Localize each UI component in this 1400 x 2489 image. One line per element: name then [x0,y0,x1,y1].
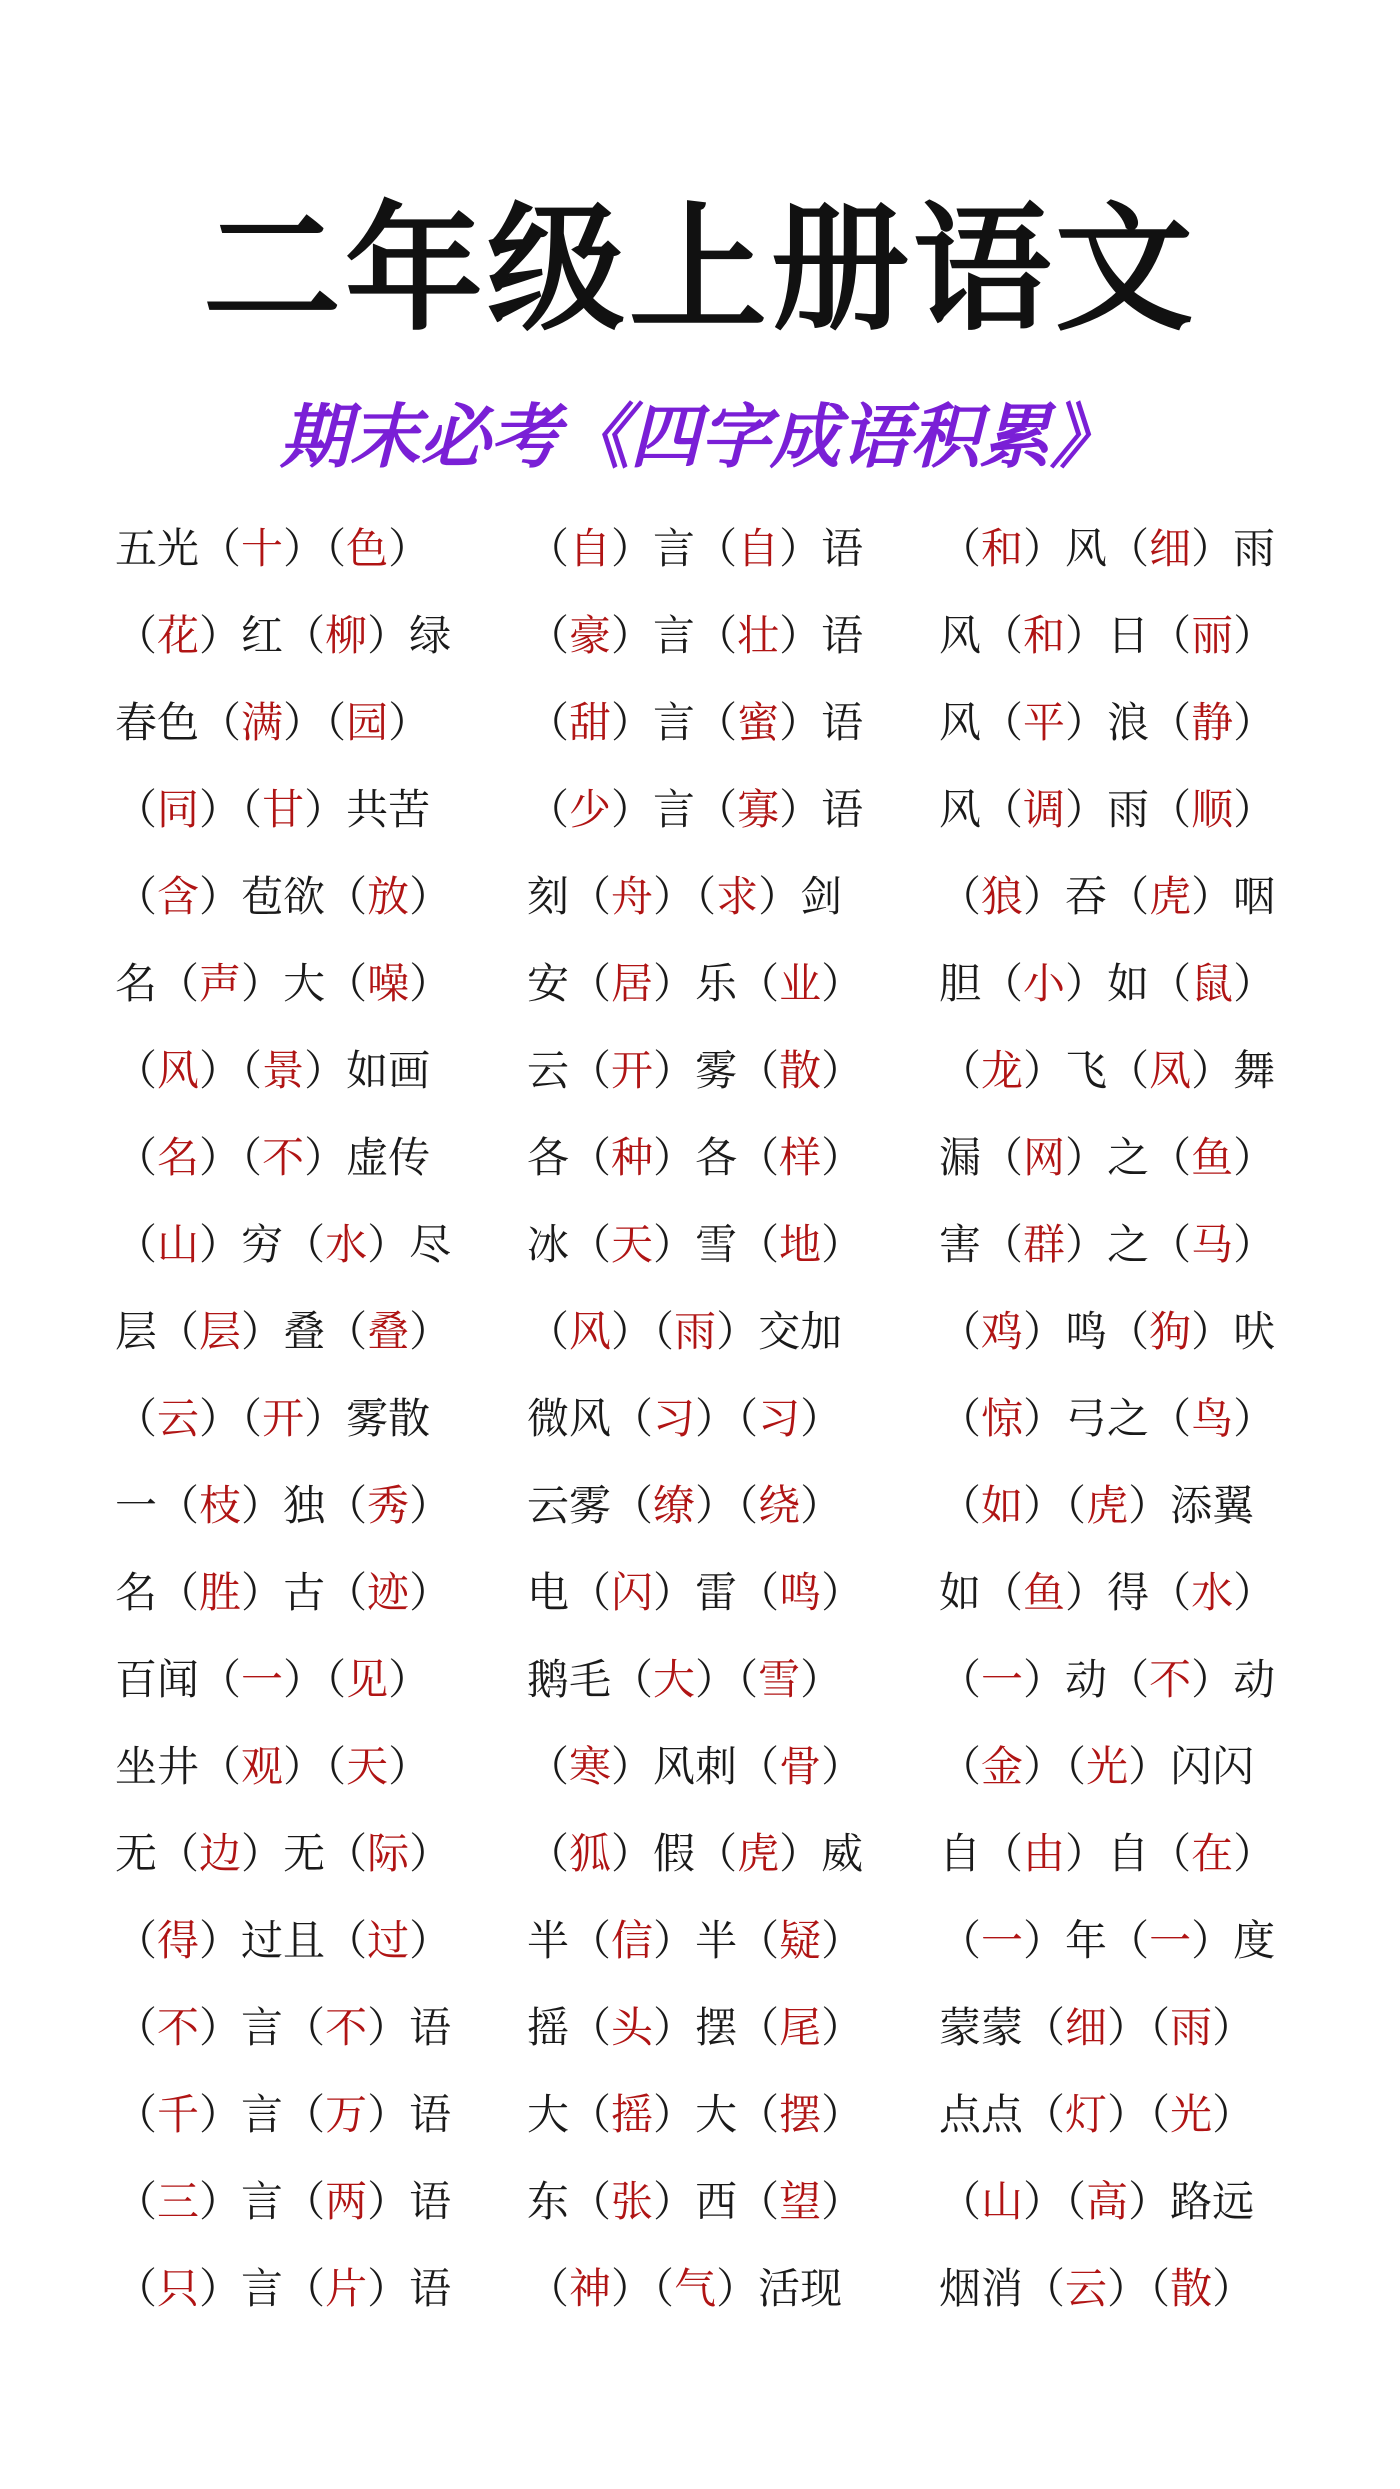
answer-char: 灯 [1065,2090,1108,2139]
answer-char: 摆 [779,2090,822,2139]
answer-char: 甜 [569,698,612,747]
idiom-item: 漏（网）之（鱼） [939,1133,1276,1182]
idiom-item: 胆（小）如（鼠） [939,959,1276,1008]
idiom-item: （自）言（自）语 [527,524,864,573]
answer-char: 业 [779,959,822,1008]
idiom-item: （一）年（一）度 [939,1916,1276,1965]
idiom-grid [115,505,1305,2332]
idiom-item: 各（种）各（样） [527,1133,864,1182]
answer-char: 种 [611,1133,654,1182]
idiom-item: 安（居）乐（业） [527,959,864,1008]
answer-char: 天 [611,1220,654,1269]
answer-char: 缭 [653,1481,696,1530]
idiom-item: 风（平）浪（静） [939,698,1276,747]
idiom-item: 名（胜）古（迹） [115,1568,452,1617]
answer-char: 含 [157,872,200,921]
answer-char: 噪 [367,959,410,1008]
idiom-item: 电（闪）雷（鸣） [527,1568,864,1617]
idiom-item: （风）（景）如画 [115,1046,431,1095]
idiom-item: （寒）风刺（骨） [527,1742,864,1791]
answer-char: 鸣 [779,1568,822,1617]
answer-char: 三 [157,2177,200,2226]
answer-char: 丽 [1191,611,1234,660]
answer-char: 千 [157,2090,200,2139]
idiom-item: 刻（舟）（求）剑 [527,872,843,921]
answer-char: 头 [611,2003,654,2052]
answer-char: 枝 [199,1481,242,1530]
answer-char: 见 [346,1655,389,1704]
answer-char: 自 [569,524,612,573]
answer-char: 龙 [981,1046,1024,1095]
idiom-item: （少）言（寡）语 [527,785,864,834]
answer-char: 不 [1149,1655,1192,1704]
idiom-item: 摇（头）摆（尾） [527,2003,864,2052]
idiom-item: 大（摇）大（摆） [527,2090,864,2139]
idiom-item: （龙）飞（凤）舞 [939,1046,1276,1095]
answer-char: 万 [325,2090,368,2139]
answer-char: 雨 [1170,2003,1213,2052]
answer-char: 叠 [367,1307,410,1356]
idiom-item: 春色（满）（园） [115,698,431,747]
idiom-item: （狐）假（虎）威 [527,1829,864,1878]
answer-char: 惊 [981,1394,1024,1443]
idiom-item: （含）苞欲（放） [115,872,452,921]
answer-char: 光 [1170,2090,1213,2139]
answer-char: 鸟 [1191,1394,1234,1443]
answer-char: 开 [262,1394,305,1443]
answer-char: 放 [367,872,410,921]
answer-char: 绕 [758,1481,801,1530]
answer-char: 凤 [1149,1046,1192,1095]
idiom-item: 鹅毛（大）（雪） [527,1655,843,1704]
answer-char: 一 [981,1916,1024,1965]
idiom-item: 东（张）西（望） [527,2177,864,2226]
answer-char: 名 [157,1133,200,1182]
answer-char: 尾 [779,2003,822,2052]
idiom-item: 坐井（观）（天） [115,1742,431,1791]
answer-char: 一 [981,1655,1024,1704]
answer-char: 习 [653,1394,696,1443]
idiom-item: 如（鱼）得（水） [939,1568,1276,1617]
idiom-item: （山）穷（水）尽 [115,1220,452,1269]
answer-char: 望 [779,2177,822,2226]
answer-char: 气 [674,2264,717,2313]
answer-char: 少 [569,785,612,834]
answer-char: 水 [1191,1568,1234,1617]
answer-char: 景 [262,1046,305,1095]
answer-char: 同 [157,785,200,834]
answer-char: 十 [241,524,284,573]
answer-char: 居 [611,959,654,1008]
answer-char: 样 [779,1133,822,1182]
answer-char: 迹 [367,1568,410,1617]
answer-char: 骨 [779,1742,822,1791]
answer-char: 园 [346,698,389,747]
answer-char: 云 [1065,2264,1108,2313]
idiom-item: 风（和）日（丽） [939,611,1276,660]
answer-char: 散 [779,1046,822,1095]
answer-char: 甘 [262,785,305,834]
idiom-item: （和）风（细）雨 [939,524,1276,573]
answer-char: 顺 [1191,785,1234,834]
answer-char: 细 [1149,524,1192,573]
answer-char: 寡 [737,785,780,834]
idiom-item: （金）（光）闪闪 [939,1742,1255,1791]
answer-char: 如 [981,1481,1024,1530]
answer-char: 虎 [1149,872,1192,921]
answer-char: 自 [737,524,780,573]
idiom-item: （风）（雨）交加 [527,1307,843,1356]
answer-char: 风 [157,1046,200,1095]
answer-char: 一 [1149,1916,1192,1965]
idiom-item: 自（由）自（在） [939,1829,1276,1878]
answer-char: 风 [569,1307,612,1356]
answer-char: 群 [1023,1220,1066,1269]
answer-char: 壮 [737,611,780,660]
page-title: 二年级上册语文 [202,189,1197,350]
idiom-item: （三）言（两）语 [115,2177,452,2226]
answer-char: 闪 [611,1568,654,1617]
answer-char: 大 [653,1655,696,1704]
answer-char: 信 [611,1916,654,1965]
answer-char: 摇 [611,2090,654,2139]
idiom-item: （名）（不）虚传 [115,1133,431,1182]
idiom-item: 一（枝）独（秀） [115,1481,452,1530]
answer-char: 豪 [569,611,612,660]
idiom-item: 点点（灯）（光） [939,2090,1255,2139]
idiom-item: 百闻（一）（见） [115,1655,431,1704]
idiom-item: 蒙蒙（细）（雨） [939,2003,1255,2052]
answer-char: 寒 [569,1742,612,1791]
idiom-item: （不）言（不）语 [115,2003,452,2052]
answer-char: 不 [157,2003,200,2052]
idiom-item: 烟消（云）（散） [939,2264,1255,2313]
answer-char: 声 [199,959,242,1008]
answer-char: 过 [367,1916,410,1965]
idiom-item: 无（边）无（际） [115,1829,452,1878]
idiom-item: 微风（习）（习） [527,1394,843,1443]
answer-char: 山 [157,1220,200,1269]
answer-char: 只 [157,2264,200,2313]
answer-char: 求 [716,872,759,921]
answer-char: 蜜 [737,698,780,747]
answer-char: 山 [981,2177,1024,2226]
answer-char: 鸡 [981,1307,1024,1356]
answer-char: 和 [1023,611,1066,660]
answer-char: 不 [262,1133,305,1182]
idiom-item: 云雾（缭）（绕） [527,1481,843,1530]
answer-char: 虎 [737,1829,780,1878]
answer-char: 光 [1086,1742,1129,1791]
answer-char: 神 [569,2264,612,2313]
answer-char: 天 [346,1742,389,1791]
idiom-item: （惊）弓之（鸟） [939,1394,1276,1443]
answer-char: 柳 [325,611,368,660]
answer-char: 花 [157,611,200,660]
idiom-item: （豪）言（壮）语 [527,611,864,660]
answer-char: 虎 [1086,1481,1129,1530]
answer-char: 水 [325,1220,368,1269]
answer-char: 雨 [674,1307,717,1356]
idiom-item: （同）（甘）共苦 [115,785,431,834]
idiom-item: （千）言（万）语 [115,2090,452,2139]
answer-char: 雪 [758,1655,801,1704]
idiom-item: 云（开）雾（散） [527,1046,864,1095]
answer-char: 高 [1086,2177,1129,2226]
idiom-item: （云）（开）雾散 [115,1394,431,1443]
answer-char: 狼 [981,872,1024,921]
answer-char: 地 [779,1220,822,1269]
idiom-item: 半（信）半（疑） [527,1916,864,1965]
answer-char: 疑 [779,1916,822,1965]
page-subtitle: 期末必考《四字成语积累》 [280,396,1120,478]
answer-char: 鱼 [1023,1568,1066,1617]
answer-char: 在 [1191,1829,1234,1878]
answer-char: 两 [325,2177,368,2226]
answer-char: 边 [199,1829,242,1878]
idiom-item: 名（声）大（噪） [115,959,452,1008]
answer-char: 金 [981,1742,1024,1791]
idiom-item: （甜）言（蜜）语 [527,698,864,747]
idiom-item: 冰（天）雪（地） [527,1220,864,1269]
idiom-item: （鸡）鸣（狗）吠 [939,1307,1276,1356]
answer-char: 一 [241,1655,284,1704]
answer-char: 和 [981,524,1024,573]
idiom-item: 害（群）之（马） [939,1220,1276,1269]
answer-char: 小 [1023,959,1066,1008]
answer-char: 张 [611,2177,654,2226]
answer-char: 舟 [611,872,654,921]
idiom-item: （山）（高）路远 [939,2177,1255,2226]
idiom-item: （得）过且（过） [115,1916,452,1965]
answer-char: 开 [611,1046,654,1095]
answer-char: 满 [241,698,284,747]
answer-char: 狗 [1149,1307,1192,1356]
answer-char: 调 [1023,785,1066,834]
idiom-item: （如）（虎）添翼 [939,1481,1255,1530]
answer-char: 色 [346,524,389,573]
idiom-item: 五光（十）（色） [115,524,431,573]
answer-char: 鱼 [1191,1133,1234,1182]
answer-char: 平 [1023,698,1066,747]
idiom-item: （一）动（不）动 [939,1655,1276,1704]
answer-char: 细 [1065,2003,1108,2052]
answer-char: 际 [367,1829,410,1878]
answer-char: 不 [325,2003,368,2052]
answer-char: 层 [199,1307,242,1356]
answer-char: 胜 [199,1568,242,1617]
idiom-item: 层（层）叠（叠） [115,1307,452,1356]
answer-char: 马 [1191,1220,1234,1269]
answer-char: 秀 [367,1481,410,1530]
answer-char: 鼠 [1191,959,1234,1008]
answer-char: 网 [1023,1133,1066,1182]
answer-char: 散 [1170,2264,1213,2313]
idiom-item: 风（调）雨（顺） [939,785,1276,834]
answer-char: 观 [241,1742,284,1791]
answer-char: 由 [1023,1829,1066,1878]
idiom-item: （狼）吞（虎）咽 [939,872,1276,921]
answer-char: 云 [157,1394,200,1443]
answer-char: 狐 [569,1829,612,1878]
answer-char: 片 [325,2264,368,2313]
answer-char: 静 [1191,698,1234,747]
idiom-item: （只）言（片）语 [115,2264,452,2313]
idiom-item: （神）（气）活现 [527,2264,843,2313]
answer-char: 习 [758,1394,801,1443]
answer-char: 得 [157,1916,200,1965]
idiom-item: （花）红（柳）绿 [115,611,452,660]
